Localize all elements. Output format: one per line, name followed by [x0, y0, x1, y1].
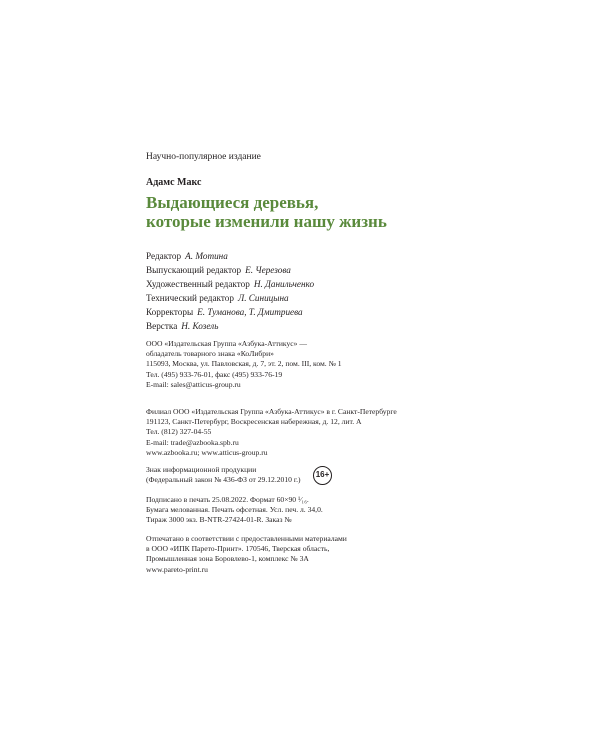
- credit-row-art-editor: [146, 277, 566, 291]
- publisher-main-email: E-mail: sales@atticus-group.ru: [146, 379, 241, 389]
- credit-name: Е. Туманова, Т. Дмитриева: [197, 307, 303, 317]
- credit-row-editor: [146, 249, 566, 263]
- credit-role: Художественный редактор: [146, 279, 250, 289]
- print-info-line: Подписано в печать 25.08.2022. Формат 60×90 ¹⁄₁₆.: [146, 495, 309, 504]
- credit-role: Редактор: [146, 251, 182, 261]
- publisher-branch-phone: Тел. (812) 327-04-55: [146, 427, 212, 437]
- info-mark-line: Знак информационной продукции: [146, 465, 257, 474]
- credits-list: [146, 249, 566, 333]
- info-product-mark: [146, 465, 566, 485]
- credit-row-technical-editor: [146, 291, 566, 305]
- print-info-line: Бумага мелованная. Печать офсетная. Усл. печ. л. 34,0.: [146, 505, 323, 515]
- print-info: [146, 495, 566, 526]
- publisher-branch-info: [146, 407, 566, 448]
- info-mark-law: (Федеральный закон № 436-ФЗ от 29.12.2010 г.): [146, 475, 301, 485]
- credit-name: Н. Данильченко: [253, 279, 315, 289]
- credit-role: Выпускающий редактор: [146, 265, 242, 275]
- book-title-line-1: Выдающиеся деревья,: [146, 193, 319, 212]
- printer-info: [146, 534, 566, 575]
- credit-row-managing-editor: [146, 263, 566, 277]
- author-name: Адамс Макс: [146, 177, 202, 188]
- book-title-line-2: которые изменили нашу жизнь: [146, 212, 387, 231]
- publisher-main-phone: Тел. (495) 933-76-01, факс (495) 933-76-19: [146, 369, 283, 379]
- age-rating-badge: 16+: [313, 466, 332, 485]
- publisher-branch-address: 191123, Санкт-Петербург, Воскресенская набережная, д. 12, лит. А: [146, 417, 362, 427]
- printer-address: Промышленная зона Боровлево-1, комплекс № 3А: [146, 554, 309, 564]
- publisher-main-line: обладатель товарного знака «КоЛибри»: [146, 349, 274, 359]
- credit-role: Верстка: [146, 321, 178, 331]
- publisher-main-info: [146, 339, 566, 390]
- publisher-branch-email: E-mail: trade@azbooka.spb.ru: [146, 437, 239, 447]
- printer-website: www.pareto-print.ru: [146, 564, 208, 574]
- book-title: [146, 193, 566, 231]
- credit-role: Технический редактор: [146, 293, 234, 303]
- credit-name: Л. Синицына: [237, 293, 289, 303]
- websites: www.azbooka.ru; www.atticus-group.ru: [146, 448, 268, 457]
- printer-line: Отпечатано в соответствии с предоставленными материалами: [146, 534, 347, 543]
- genre-label: Научно-популярное издание: [146, 152, 261, 162]
- credit-name: Е. Черезова: [245, 265, 291, 275]
- publisher-main-line: ООО «Издательская Группа «Азбука-Аттикус» —: [146, 339, 307, 348]
- credit-name: А. Мотина: [185, 251, 228, 261]
- publisher-main-address: 115093, Москва, ул. Павловская, д. 7, эт. 2, пом. III, ком. № 1: [146, 359, 342, 369]
- printer-line: в ООО «ИПК Парето-Принт». 170546, Тверская область,: [146, 544, 330, 554]
- publisher-branch-line: Филиал ООО «Издательская Группа «Азбука-Аттикус» в г. Санкт-Петербурге: [146, 407, 397, 416]
- credit-row-layout: [146, 319, 566, 333]
- credit-name: Н. Козель: [181, 321, 219, 331]
- credit-role: Корректоры: [146, 307, 194, 317]
- credit-row-proofreaders: [146, 305, 566, 319]
- print-info-line: Тираж 3000 экз. B-NTR-27424-01-R. Заказ №: [146, 515, 292, 525]
